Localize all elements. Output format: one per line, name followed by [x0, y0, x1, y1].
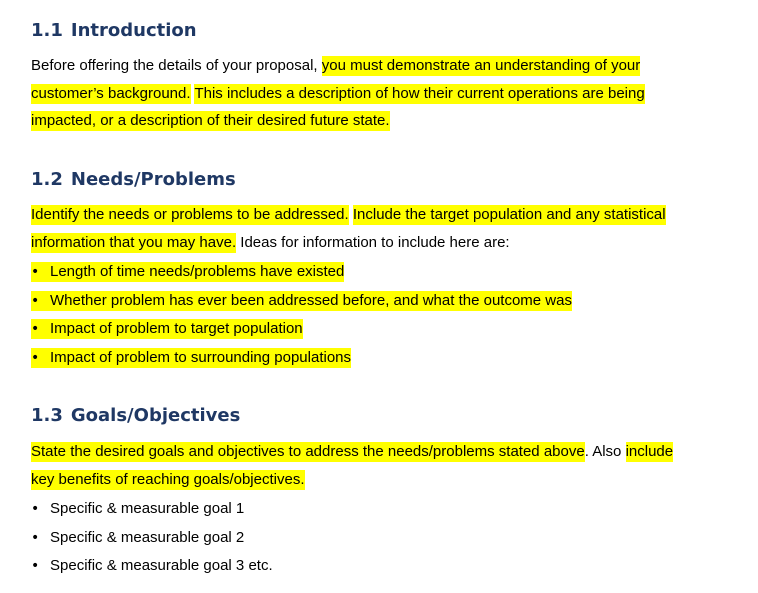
- bullet-icon: •: [31, 558, 40, 574]
- section-number: 1.1: [31, 20, 63, 41]
- section-heading-needs-problems: [31, 169, 236, 191]
- list-item: [31, 262, 344, 282]
- highlighted-text: impacted, or a description of their desired future state.: [31, 112, 390, 129]
- highlighted-text: key benefits of reaching goals/objectives.: [31, 471, 305, 488]
- list-item: [31, 499, 244, 519]
- paragraph-line: [31, 56, 640, 75]
- list-item-text: Impact of problem to target population: [50, 320, 303, 337]
- list-item-text: Specific & measurable goal 3 etc.: [50, 557, 273, 574]
- highlighted-text: information that you may have.: [31, 234, 237, 251]
- list-item-text: Specific & measurable goal 1: [50, 500, 245, 517]
- section-number: 1.3: [31, 405, 63, 426]
- section-number: 1.2: [31, 169, 63, 190]
- highlighted-text: This includes a description of how their current operations are being: [194, 85, 645, 102]
- bullet-icon: •: [31, 321, 40, 337]
- paragraph-line: [31, 111, 390, 130]
- section-heading-goals-objectives: [31, 405, 240, 427]
- section-heading-introduction: [31, 20, 197, 42]
- text-run: Before offering the details of your proposal,: [31, 57, 322, 74]
- text-run: Ideas for information to include here are:: [236, 234, 510, 251]
- list-item: [31, 528, 244, 548]
- bullet-icon: •: [31, 530, 40, 546]
- text-run: . Also: [584, 443, 626, 460]
- list-item-text: Length of time needs/problems have existed: [50, 263, 345, 280]
- bullet-icon: •: [31, 293, 40, 309]
- highlighted-text: State the desired goals and objectives to address the needs/problems stated above: [31, 443, 585, 460]
- list-item: [31, 291, 572, 311]
- list-item-text: Impact of problem to surrounding populations: [50, 349, 352, 366]
- section-title: Goals/Objectives: [70, 405, 241, 426]
- paragraph-line: [31, 442, 673, 461]
- list-item: [31, 556, 273, 576]
- highlighted-text: you must demonstrate an understanding of your: [321, 57, 641, 74]
- bullet-icon: •: [31, 264, 40, 280]
- paragraph-line: [31, 233, 510, 252]
- list-item: [31, 319, 303, 339]
- list-item-text: Specific & measurable goal 2: [50, 529, 245, 546]
- bullet-icon: •: [31, 501, 40, 517]
- section-title: Introduction: [70, 20, 197, 41]
- section-title: Needs/Problems: [70, 169, 236, 190]
- bullet-icon: •: [31, 350, 40, 366]
- highlighted-text: Include the target population and any statistical: [352, 206, 666, 223]
- list-item-text: Whether problem has ever been addressed before, and what the outcome was: [50, 292, 572, 309]
- highlighted-text: customer’s background.: [31, 85, 191, 102]
- paragraph-line: [31, 205, 666, 224]
- paragraph-line: [31, 470, 305, 489]
- list-item: [31, 348, 351, 368]
- paragraph-line: [31, 84, 645, 103]
- highlighted-text: Identify the needs or problems to be addressed.: [31, 206, 349, 223]
- highlighted-text: include: [625, 443, 674, 460]
